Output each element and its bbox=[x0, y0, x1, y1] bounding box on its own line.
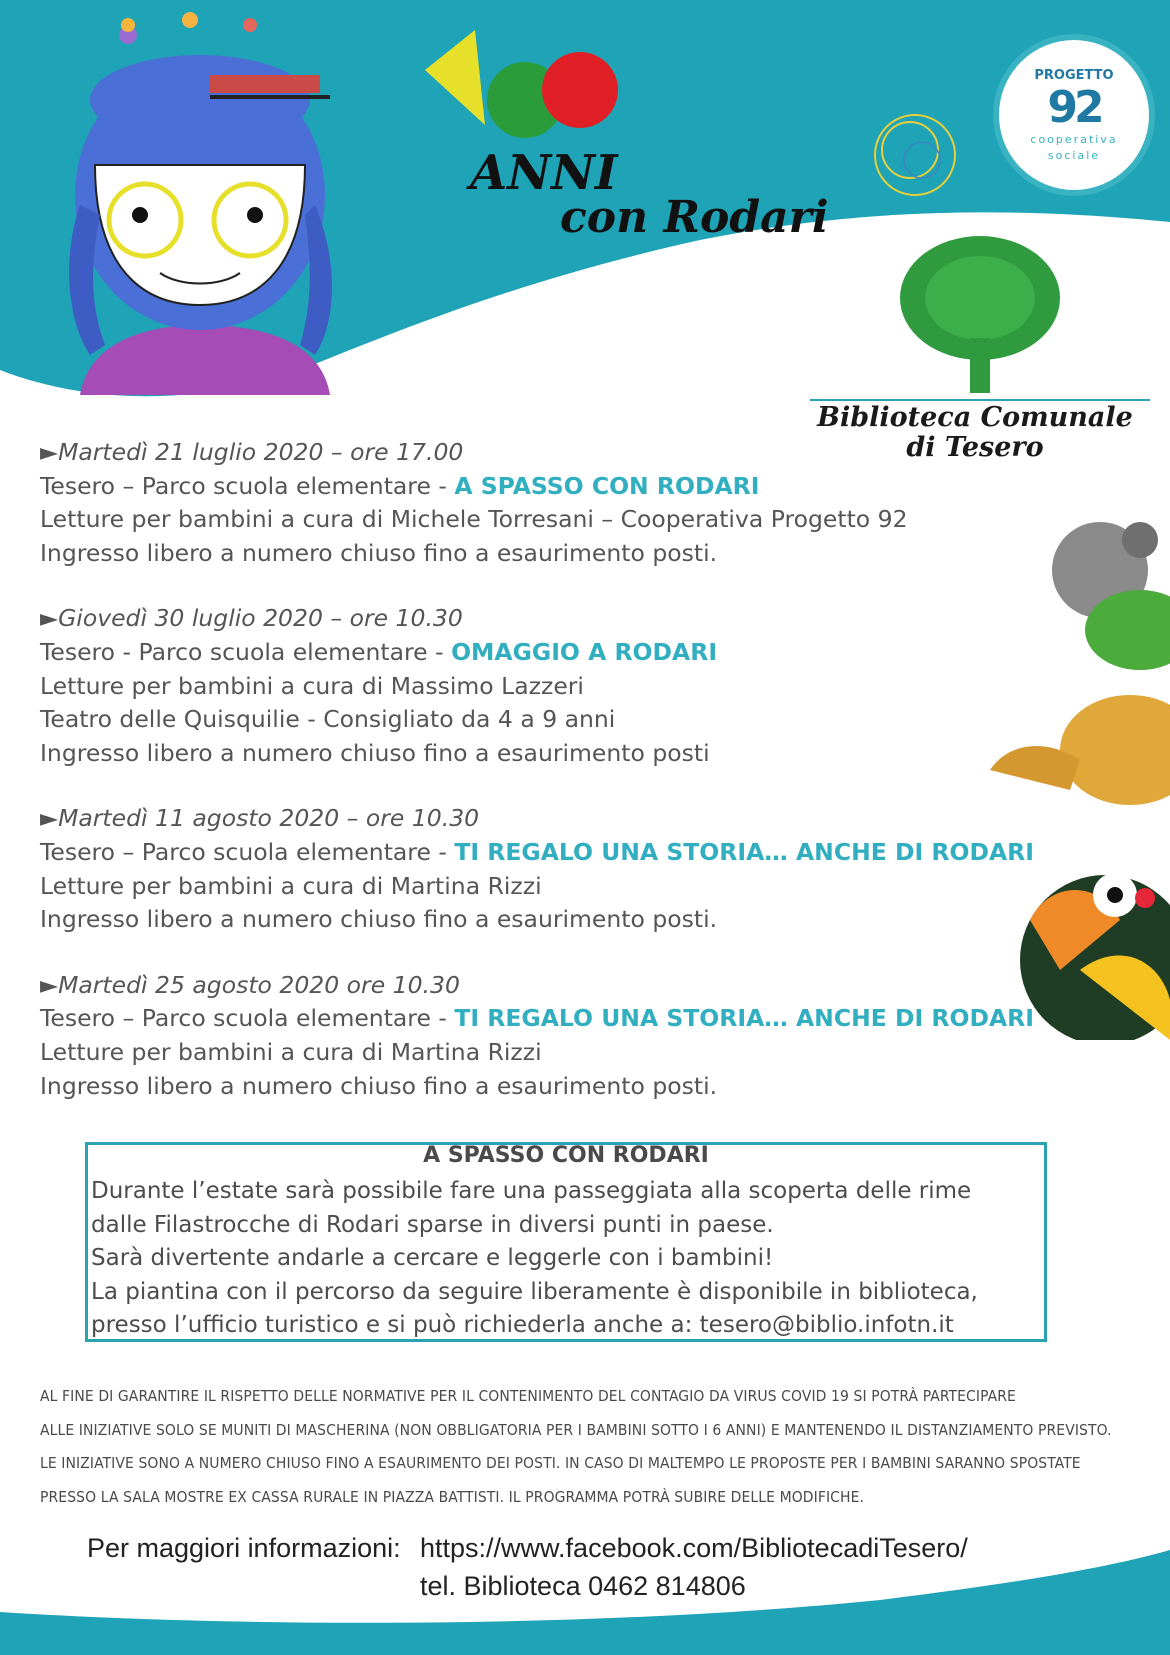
events-list bbox=[40, 436, 1040, 1135]
event-place bbox=[40, 1002, 1040, 1036]
event-detail-line: Ingresso libero a numero chiuso fino a esaurimento posti. bbox=[40, 538, 718, 567]
event-date-text: Martedì 25 agosto 2020 ore 10.30 bbox=[58, 970, 460, 999]
arrow-right-icon: ► bbox=[40, 804, 59, 833]
event-title: OMAGGIO A RODARI bbox=[451, 637, 718, 666]
notice-line: LE INIZIATIVE SONO A NUMERO CHIUSO FINO A ESAURIMENTO DEI POSTI. IN CASO DI MALTEMPO LE PROPOSTE PER I BAMBINI SARANNO SPOSTATE bbox=[40, 1454, 1081, 1472]
library-divider bbox=[810, 399, 1150, 401]
logo-line-rodari: con Rodari bbox=[560, 192, 829, 243]
notice-line: AL FINE DI GARANTIRE IL RISPETTO DELLE NORMATIVE PER IL CONTENIMENTO DEL CONTAGIO DA VIRUS COVID 19 SI POTRÀ PARTECIPARE bbox=[40, 1387, 1016, 1405]
event-date bbox=[40, 436, 1040, 470]
event-item bbox=[40, 969, 1040, 1103]
box-line: Sarà divertente andarle a cercare e leggerle con i bambini! bbox=[91, 1245, 774, 1271]
event-detail-line: Letture per bambini a cura di Martina Rizzi bbox=[40, 871, 542, 900]
badge-subtitle-line1: cooperativa bbox=[1030, 133, 1118, 146]
arrow-right-icon: ► bbox=[40, 438, 59, 466]
rodari-walk-box bbox=[85, 1142, 1047, 1342]
box-line: presso l’ufficio turistico e si può richiederla anche a: tesero@biblio.infotn.it bbox=[91, 1312, 954, 1338]
badge-subtitle-line2: sociale bbox=[1047, 149, 1101, 162]
event-date-text: Martedì 21 luglio 2020 – ore 17.00 bbox=[58, 438, 464, 466]
event-item bbox=[40, 802, 1040, 936]
covid-notice bbox=[40, 1380, 1160, 1514]
girl-illustration bbox=[50, 5, 360, 425]
event-detail-line: Ingresso libero a numero chiuso fino a esaurimento posti. bbox=[40, 1071, 718, 1100]
logo-title bbox=[470, 145, 829, 243]
event-title: TI REGALO UNA STORIA… ANCHE DI RODARI bbox=[454, 1004, 1035, 1033]
event-detail-line: Ingresso libero a numero chiuso fino a esaurimento posti. bbox=[40, 905, 718, 934]
facebook-link[interactable]: https://www.facebook.com/BibliotecadiTesero/ bbox=[420, 1533, 968, 1563]
event-date bbox=[40, 969, 1040, 1003]
event-date bbox=[40, 802, 1040, 836]
event-detail-line: Ingresso libero a numero chiuso fino a esaurimento posti bbox=[40, 738, 710, 767]
info-label: Per maggiori informazioni: bbox=[87, 1533, 401, 1563]
event-title: A SPASSO CON RODARI bbox=[454, 471, 760, 500]
event-place bbox=[40, 636, 1040, 670]
event-item bbox=[40, 436, 1040, 570]
box-title: A SPASSO CON RODARI bbox=[423, 1143, 709, 1168]
library-phone: tel. Biblioteca 0462 814806 bbox=[420, 1571, 746, 1601]
box-line: Durante l’estate sarà possibile fare una passeggiata alla scoperta delle rime bbox=[91, 1178, 972, 1204]
library-name-line1: Biblioteca Comunale bbox=[817, 402, 1133, 433]
event-detail-line: Letture per bambini a cura di Massimo Lazzeri bbox=[40, 671, 584, 700]
event-location: Tesero – Parco scuola elementare - bbox=[40, 1004, 455, 1033]
notice-line: ALLE INIZIATIVE SOLO SE MUNITI DI MASCHERINA (NON OBBLIGATORIA PER I BAMBINI SOTTO I 6 ANNI) E MANTENENDO IL DISTANZIAMENTO PREVISTO. bbox=[40, 1420, 1112, 1439]
library-name-line2: di Tesero bbox=[906, 432, 1044, 463]
box-line: La piantina con il percorso da seguire liberamente è disponibile in biblioteca, bbox=[91, 1278, 978, 1305]
event-detail-line: Letture per bambini a cura di Michele Torresani – Cooperativa Progetto 92 bbox=[40, 505, 908, 534]
event-detail-line: Teatro delle Quisquilie - Consigliato da 4 a 9 anni bbox=[40, 705, 616, 734]
badge-subtitle bbox=[999, 132, 1149, 164]
library-tree-logo bbox=[890, 228, 1070, 398]
event-date-text: Giovedì 30 luglio 2020 – ore 10.30 bbox=[58, 604, 463, 633]
badge-label: PROGETTO bbox=[1034, 68, 1114, 83]
event-item bbox=[40, 602, 1040, 770]
arrow-right-icon: ► bbox=[40, 604, 59, 633]
event-place bbox=[40, 470, 1040, 504]
100-anni-logo bbox=[415, 15, 655, 165]
badge-number: 92 bbox=[1047, 82, 1101, 133]
event-location: Tesero - Parco scuola elementare - bbox=[40, 637, 452, 666]
event-date bbox=[40, 602, 1040, 636]
event-location: Tesero – Parco scuola elementare - bbox=[40, 837, 455, 866]
logo-line-anni: ANNI bbox=[470, 145, 618, 201]
event-date-text: Martedì 11 agosto 2020 – ore 10.30 bbox=[58, 804, 480, 833]
event-location: Tesero – Parco scuola elementare - bbox=[40, 471, 455, 500]
progetto-92-badge bbox=[993, 34, 1155, 196]
box-body bbox=[91, 1175, 978, 1343]
quisquilie-emblem bbox=[860, 100, 970, 210]
arrow-right-icon: ► bbox=[40, 970, 59, 999]
event-detail-line: Letture per bambini a cura di Martina Rizzi bbox=[40, 1037, 542, 1066]
event-place bbox=[40, 836, 1040, 870]
event-title: TI REGALO UNA STORIA… ANCHE DI RODARI bbox=[454, 837, 1035, 866]
box-line: dalle Filastrocche di Rodari sparse in diversi punti in paese. bbox=[91, 1211, 774, 1238]
notice-line: PRESSO LA SALA MOSTRE EX CASSA RURALE IN PIAZZA BATTISTI. IL PROGRAMMA POTRÀ SUBIRE DELLE MODIFICHE. bbox=[40, 1487, 865, 1506]
